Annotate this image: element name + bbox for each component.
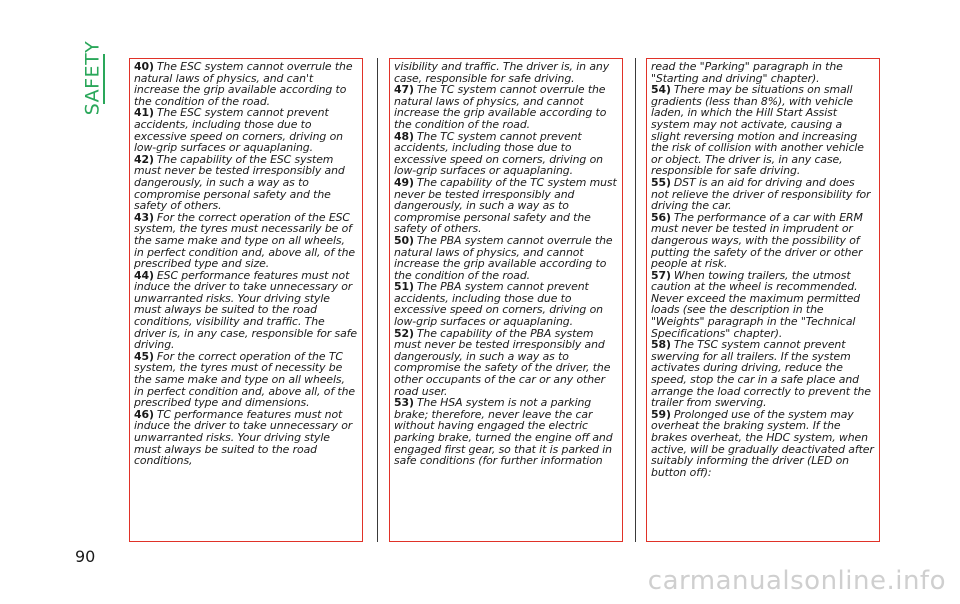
note-text: The TSC system cannot prevent swerving for all trailers. If the system activates during driving, reduce the speed, stop the car in a safe place and arrange the load correctly to prevent the trailer from swerving.: [651, 338, 871, 410]
note-text: The ESC system cannot overrule the natural laws of physics, and can't increase the grip available according to the condition of the road.: [134, 60, 353, 108]
note-text: The capability of the ESC system must never be tested irresponsibly and dangerously, in such a way as to compromise personal safety and the safety of others.: [134, 152, 345, 213]
note-number: 50): [394, 233, 414, 247]
safety-note: [651, 270, 874, 340]
note-number: 58): [651, 338, 671, 352]
note-text: The PBA system cannot prevent accidents, including those due to excessive speed on corners, driving on low-grip surfaces or aquaplaning.: [394, 280, 603, 329]
watermark: carmanualsonline.info: [647, 566, 946, 596]
safety-note: [394, 177, 617, 235]
note-number: 43): [134, 210, 154, 224]
note-number: 51): [394, 280, 414, 294]
note-number: 54): [651, 83, 671, 97]
note-text: TC performance features must not induce the driver to take unnecessary or unwarranted risks. Your driving style must always be suited to the road conditions,: [134, 407, 353, 468]
note-number: 46): [134, 407, 154, 421]
safety-note: [134, 107, 357, 153]
note-text: There may be situations on small gradients (less than 8%), with vehicle laden, in which the Hill Start Assist system may not activate, causing a slight reversing motion and increasing the risk of collision with another vehicle or object. The driver is, in any case, responsible for safe driving.: [651, 83, 864, 178]
note-text: ESC performance features must not induce the driver to take unnecessary or unwarranted risks. Your driving style must always be suited to the road conditions, visibility and traffic. The driver is, in any case, responsible for safe driving.: [134, 268, 358, 352]
note-text: For the correct operation of the TC system, the tyres must of necessity be the same make and type on all wheels, in perfect condition and, above all, of the prescribed type and dimensions.: [134, 349, 356, 410]
safety-note: [394, 397, 617, 467]
safety-note: [394, 131, 617, 177]
notes-column-2: [389, 58, 623, 542]
note-text: visibility and traffic. The driver is, in any case, responsible for safe driving.: [394, 60, 610, 85]
note-text: The TC system cannot overrule the natural laws of physics, and cannot increase the grip available according to the condition of the road.: [394, 83, 607, 131]
safety-note: [651, 212, 874, 270]
note-number: 49): [394, 175, 414, 189]
notes-column-1: [129, 58, 363, 542]
note-number: 52): [394, 326, 414, 340]
safety-note: [394, 281, 617, 327]
safety-note: [134, 270, 357, 351]
note-text: The HSA system is not a parking brake; therefore, never leave the car without having engaged the electric parking brake, turned the engine off and engaged first gear, so that it is parked in safe conditions (for further information: [394, 396, 613, 468]
safety-note: [394, 235, 617, 281]
note-number: 40): [134, 60, 154, 73]
note-number: 47): [394, 83, 414, 97]
safety-note: [651, 84, 874, 177]
safety-note: [134, 212, 357, 270]
safety-note: [651, 409, 874, 479]
column-divider: [635, 58, 636, 542]
section-title-text: SAFETY: [81, 40, 103, 116]
safety-note: [394, 328, 617, 398]
note-text: The capability of the TC system must never be tested irresponsibly and dangerously, in such a way as to compromise personal safety and the safety of others.: [394, 175, 617, 236]
safety-note: [651, 339, 874, 409]
note-number: 42): [134, 152, 154, 166]
note-number: 44): [134, 268, 154, 282]
note-number: 57): [651, 268, 671, 282]
note-number: 41): [134, 106, 154, 120]
note-number: 55): [651, 175, 671, 189]
note-number: 48): [394, 129, 414, 143]
section-title: [66, 40, 118, 116]
safety-note: [134, 409, 357, 467]
note-text: For the correct operation of the ESC system, the tyres must necessarily be of the same make and type on all wheels, in perfect condition and, above all, of the prescribed type and size.: [134, 210, 356, 271]
page-number: 90: [75, 547, 96, 566]
safety-note: [651, 61, 874, 84]
note-number: 45): [134, 349, 154, 363]
notes-column-3: [646, 58, 880, 542]
note-number: 53): [394, 396, 414, 410]
safety-note: [651, 177, 874, 212]
safety-note: [394, 84, 617, 130]
note-text: DST is an aid for driving and does not relieve the driver of responsibility for driving the car.: [651, 175, 871, 213]
safety-note: [134, 351, 357, 409]
note-number: 56): [651, 210, 671, 224]
note-number: 59): [651, 407, 671, 421]
note-text: read the "Parking" paragraph in the "Starting and driving" chapter).: [651, 60, 843, 85]
safety-note: [134, 61, 357, 107]
note-text: The TC system cannot prevent accidents, including those due to excessive speed on corners, driving on low-grip surfaces or aquaplaning.: [394, 129, 603, 178]
section-divider: [103, 54, 105, 104]
note-text: When towing trailers, the utmost caution at the wheel is recommended. Never exceed the maximum permitted loads (see the description in the "Weights" paragraph in the "Technical Specifications" chapter).: [651, 268, 860, 340]
note-text: The PBA system cannot overrule the natural laws of physics, and cannot increase the grip available according to the condition of the road.: [394, 233, 613, 282]
note-text: The performance of a car with ERM must never be tested in imprudent or dangerous ways, with the possibility of putting the safety of the driver or other people at risk.: [651, 210, 863, 271]
note-text: The capability of the PBA system must never be tested irresponsibly and dangerously, in such a way as to compromise the safety of the driver, the other occupants of the car or any other road user.: [394, 326, 611, 398]
safety-note: [394, 61, 617, 84]
safety-note: [134, 154, 357, 212]
note-text: Prolonged use of the system may overheat the braking system. If the brakes overheat, the HDC system, when active, will be gradually deactivated after suitably informing the driver (LED on button off):: [651, 407, 874, 479]
column-divider: [377, 58, 378, 542]
note-text: The ESC system cannot prevent accidents, including those due to excessive speed on corners, driving on low-grip surfaces or aquaplaning.: [134, 106, 343, 155]
